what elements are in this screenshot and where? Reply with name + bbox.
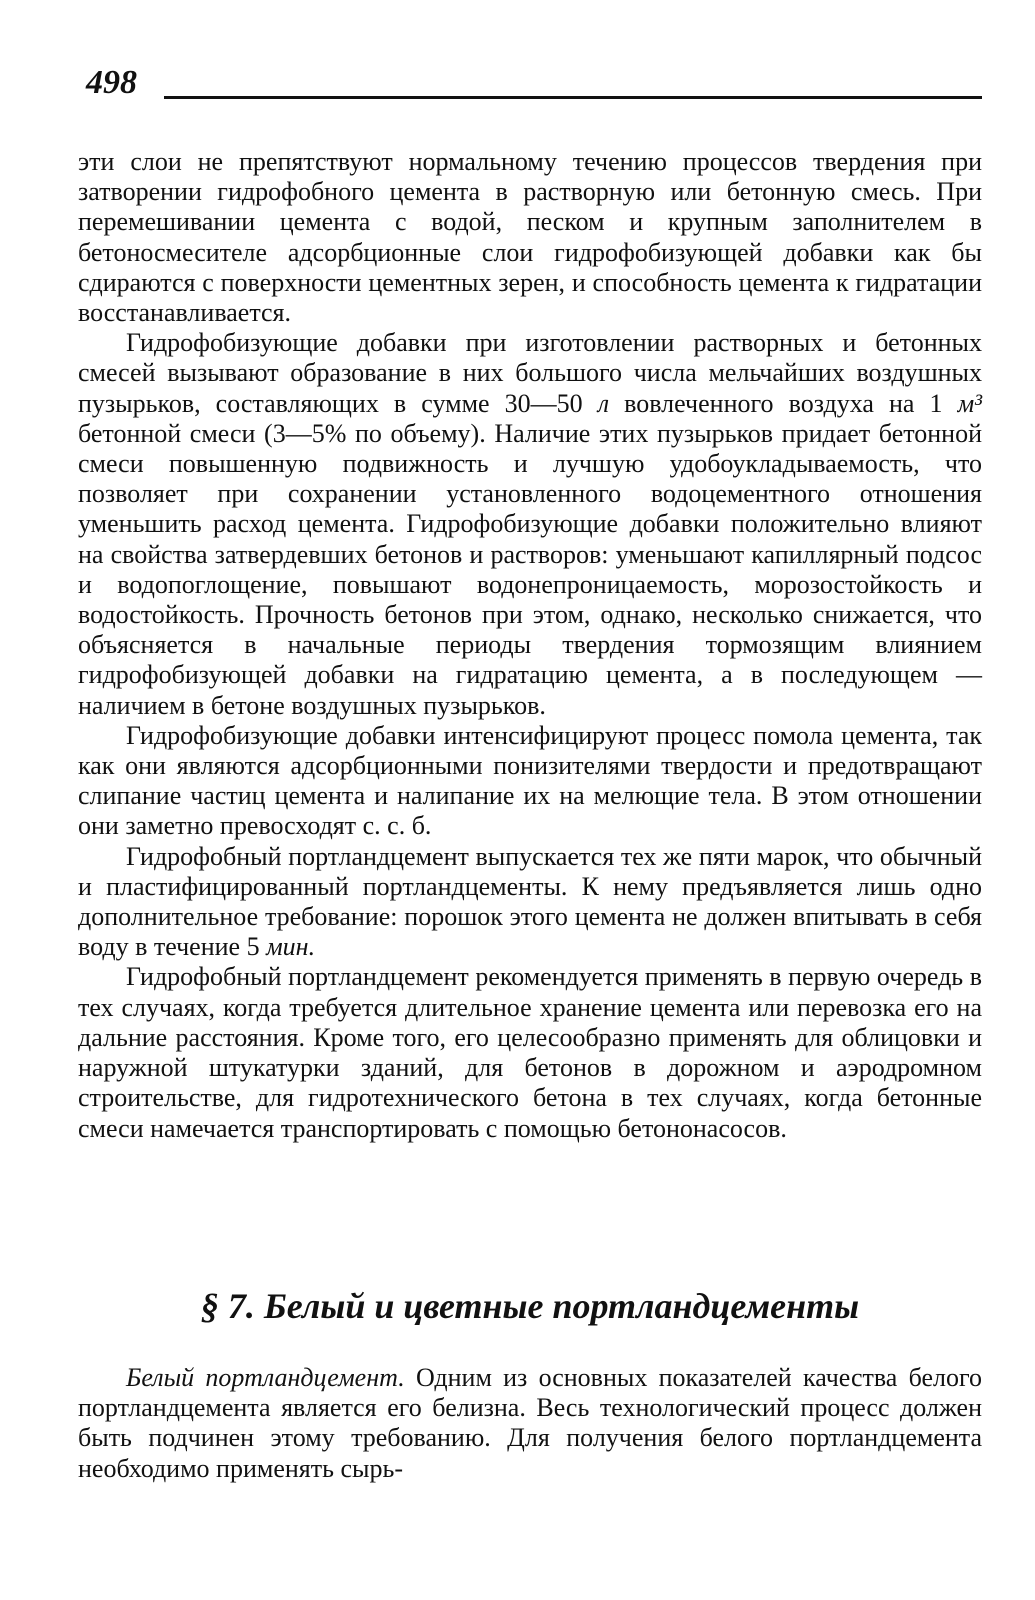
paragraph-air-entrainment bbox=[78, 328, 982, 721]
page-header bbox=[86, 58, 982, 108]
paragraph-grinding bbox=[78, 721, 982, 842]
paragraph-text: вовлеченного воздуха на 1 bbox=[609, 388, 958, 418]
page-number: 498 bbox=[86, 64, 137, 101]
paragraph-text: бетонной смеси (3—5% по объему). Наличие этих пузырьков придает бетонной смеси повышенную подвижность и лучшую удобоукладываемость, что позволяет при сохранении установленного водоцементного отношения уменьшить расход цемента. Гидрофобизующие добавки положительно влияют на свойства затвердевших бетонов и растворов: уменьшают капиллярный подсос и водопоглощение, повышают водонепроницаемость, морозостойкость и водостойкость. Прочность бетонов при этом, однако, несколько снижается, что объясняется в начальные периоды твердения тормозящим влиянием гидрофобизующей добавки на гидратацию цемента, а в последующем — наличием в бетоне воздушных пузырьков. bbox=[78, 418, 982, 720]
paragraph-lead-in: Белый портландцемент. bbox=[126, 1363, 405, 1392]
paragraph-white-cement bbox=[78, 1363, 982, 1484]
paragraph-grades bbox=[78, 842, 982, 963]
unit-cubic-meter: м³ bbox=[957, 388, 982, 418]
paragraph-text: Гидрофобный портландцемент рекомендуется применять в первую очередь в тех случаях, когда требуется длительное хранение цемента или перевозка его на дальние расстояния. Кроме того, его целесообразно применять для облицовки и наружной штукатурки зданий, для бетонов в дорожном и аэродромном строительстве, для гидротехнического бетона в тех случаях, когда бетонные смеси намечается транспортировать с помощью бетононасосов. bbox=[78, 962, 982, 1143]
section-heading: § 7. Белый и цветные портландцементы bbox=[200, 1286, 860, 1326]
section-text bbox=[78, 1363, 982, 1484]
unit-minutes: мин. bbox=[266, 932, 316, 962]
main-text bbox=[78, 147, 982, 1144]
paragraph-text: Гидрофобизующие добавки интенсифицируют процесс помола цемента, так как они являются адсорбционными понизителями твердости и предотвращают слипание частиц цемента и налипание их на мелющие тела. В этом отношении они заметно превосходят с. с. б. bbox=[78, 720, 982, 841]
paragraph-text: Одним из основных показателей качества белого портландцемента является его белизна. Весь технологический процесс должен быть подчинен этому требованию. Для получения белого портландцемента необходимо применять сырь- bbox=[78, 1363, 982, 1483]
paragraph-continuation bbox=[78, 147, 982, 328]
header-rule bbox=[164, 96, 982, 99]
unit-liter: л bbox=[597, 388, 610, 418]
paragraph-text: эти слои не препятствуют нормальному течению процессов твердения при затворении гидрофобного цемента в растворную или бетонную смесь. При перемешивании цемента с водой, песком и крупным заполнителем в бетоносмесителе адсорбционные слои гидрофобизующей добавки как бы сдираются с поверхности цементных зерен, и способность цемента к гидратации восстанавливается. bbox=[78, 147, 982, 328]
paragraph-text: Гидрофобизующие добавки при изготовлении растворных и бетонных смесей вызывают образование в них большого числа мельчайших воздушных пузырьков, составляющих в сумме 30—50 bbox=[78, 328, 982, 418]
paragraph-applications bbox=[78, 962, 982, 1143]
paragraph-text: Гидрофобный портландцемент выпускается тех же пяти марок, что обычный и пластифицированный портландцементы. К нему предъявляется лишь одно дополнительное требование: порошок этого цемента не должен впитывать в себя воду в течение 5 bbox=[78, 841, 982, 962]
